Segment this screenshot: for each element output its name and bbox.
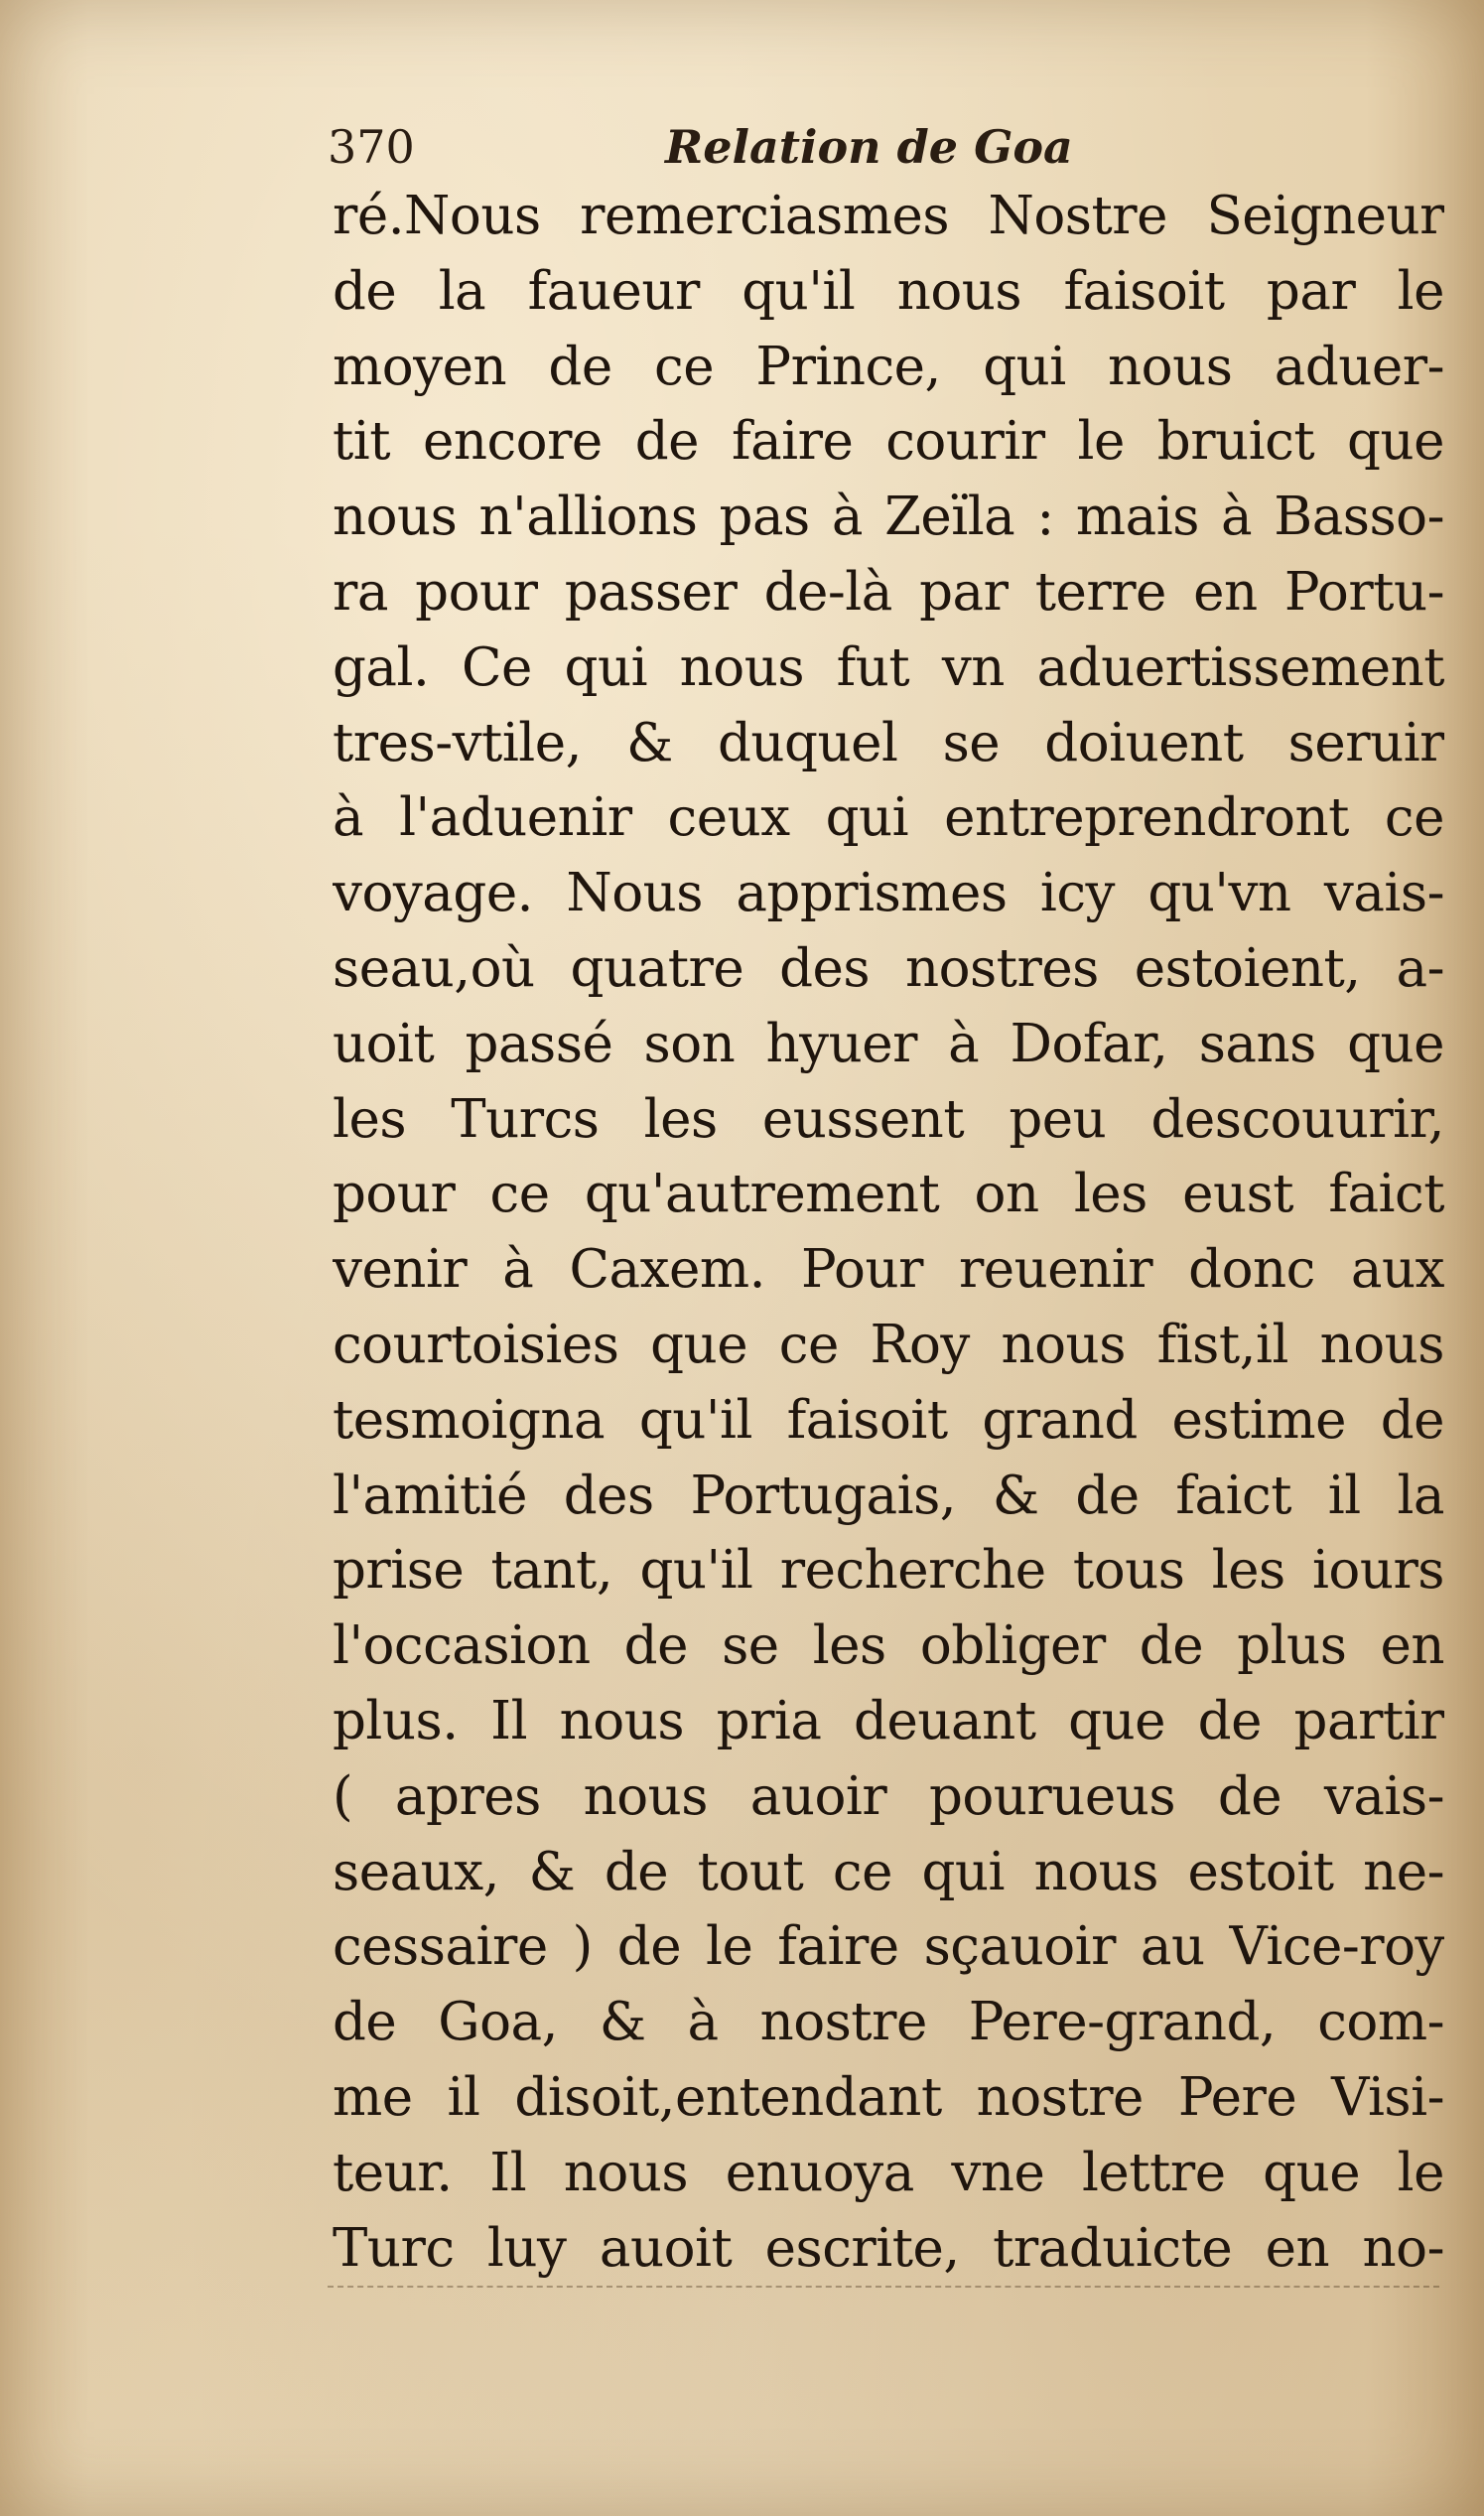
text-line: plus. Il nous pria deuant que de partir <box>333 1690 1444 1751</box>
text-line: l'occasion de se les obliger de plus en <box>333 1615 1444 1677</box>
text-line: courtoisies que ce Roy nous fist,il nous <box>333 1314 1444 1375</box>
text-line: prise tant, qu'il recherche tous les iours <box>333 1540 1444 1602</box>
text-line: venir à Caxem. Pour reuenir donc aux <box>333 1239 1444 1301</box>
text-line: de Goa, & à nostre Pere-grand, com- <box>333 1992 1444 2053</box>
text-line: seau,où quatre des nostres estoient, a- <box>333 937 1444 999</box>
text-line: me il disoit,entendant nostre Pere Visi- <box>333 2066 1444 2128</box>
text-line: de la faueur qu'il nous faisoit par le <box>333 260 1444 322</box>
text-line: tres-vtile, & duquel se doiuent seruir <box>333 712 1444 773</box>
text-line: l'amitié des Portugais, & de faict il la <box>333 1465 1444 1526</box>
text-line: pour ce qu'autrement on les eust faict <box>333 1164 1444 1225</box>
text-line: les Turcs les eussent peu descouurir, <box>333 1088 1444 1150</box>
text-line: Turc luy auoit escrite, traduicte en no- <box>333 2217 1444 2279</box>
text-line: ( apres nous auoir pourueus de vais- <box>333 1765 1444 1827</box>
text-line: cessaire ) de le faire sçauoir au Vice-roy <box>333 1916 1444 1978</box>
text-line: moyen de ce Prince, qui nous aduer- <box>333 336 1444 397</box>
text-line: voyage. Nous apprismes icy qu'vn vais- <box>333 863 1444 924</box>
text-line: seaux, & de tout ce qui nous estoit ne- <box>333 1841 1444 1902</box>
bottom-rule <box>328 2286 1439 2288</box>
text-line: à l'aduenir ceux qui entreprendront ce <box>333 787 1444 849</box>
text-line: gal. Ce qui nous fut vn aduertissement <box>333 636 1444 698</box>
text-line: uoit passé son hyuer à Dofar, sans que <box>333 1013 1444 1074</box>
body-text <box>333 179 1444 2286</box>
text-line: tit encore de faire courir le bruict que <box>333 411 1444 473</box>
text-line: teur. Il nous enuoya vne lettre que le <box>333 2142 1444 2203</box>
text-line: ré.Nous remerciasmes Nostre Seigneur <box>333 186 1444 246</box>
running-title: Relation de Goa <box>665 120 1073 174</box>
text-line: ra pour passer de-là par terre en Portu- <box>333 561 1444 623</box>
text-line: tesmoigna qu'il faisoit grand estime de <box>333 1389 1444 1451</box>
page-number: 370 <box>328 120 415 174</box>
text-line: nous n'allions pas à Zeïla : mais à Basso- <box>333 487 1444 548</box>
